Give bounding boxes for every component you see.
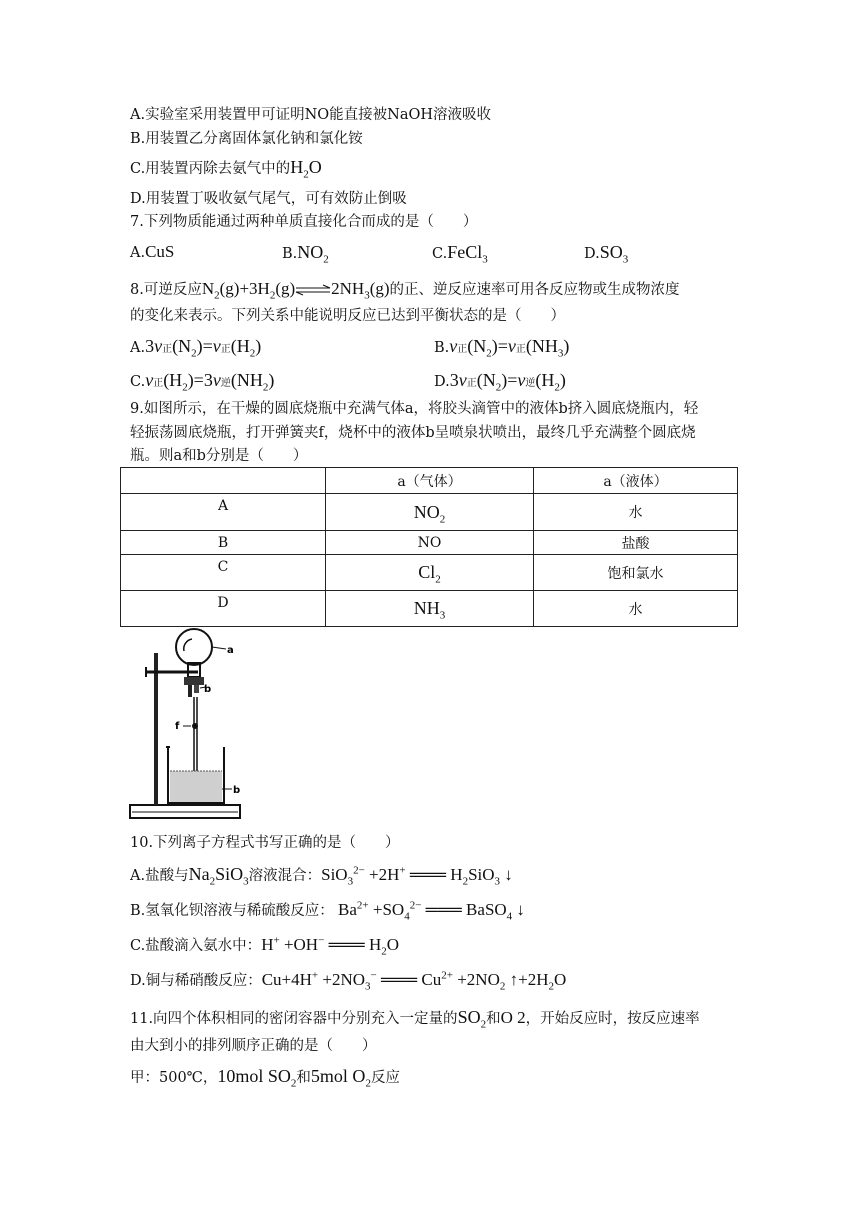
equilibrium-arrow-icon: [295, 284, 331, 296]
q10-option-c: C.盐酸滴入氨水中：H+ +OH− ═══ $H_2O$: [130, 934, 400, 958]
q6-option-b: B.用装置乙分离固体氯化钠和氯化铵: [130, 131, 363, 147]
q6-option-d: D.用装置丁吸收氨气尾气，可有效防止倒吸: [130, 191, 407, 207]
q7-option-d: $D.SO_3$: [584, 242, 629, 266]
fountain-apparatus-figure: [128, 625, 244, 825]
q7-options: [130, 242, 629, 266]
q9-stem-line3: 瓶。则a和b分别是（ ）: [130, 448, 308, 464]
row-liquid: 水: [534, 591, 738, 627]
table-row: [121, 555, 738, 591]
q9-stem-line1: 9.如图所示，在干燥的圆底烧瓶中充满气体a，将胶头滴管中的液体b挤入圆底烧瓶内，轻: [130, 401, 699, 417]
q8-equation: $N_2(g)+3H_2(g)$ $2NH_3(g)$: [201, 279, 390, 302]
q9-table: [120, 467, 738, 627]
q8-options-row2: [130, 370, 566, 394]
table-header-empty: [121, 468, 326, 494]
row-gas: NO: [326, 531, 534, 555]
table-row: [121, 494, 738, 531]
q10-option-a: A.盐酸与$Na_2SiO_3$溶液混合：SiO$_3^{2-}$ +2H+ ═══ $H_2SiO_3$ ↓: [130, 864, 513, 888]
row-liquid: 盐酸: [534, 531, 738, 555]
row-liquid: 饱和氯水: [534, 555, 738, 591]
row-key: B: [121, 531, 326, 555]
q8-options-row1: [130, 336, 570, 360]
row-gas: $NO_2$: [326, 494, 534, 531]
q8-stem-line2: 的变化来表示。下列关系中能说明反应已达到平衡状态的是（ ）: [130, 308, 565, 324]
row-gas: $Cl_2$: [326, 555, 534, 591]
q6-option-a: A.实验室采用装置甲可证明NO能直接被NaOH溶液吸收: [130, 107, 492, 123]
q6-option-c-formula: $H_2O$: [290, 157, 322, 181]
table-row: [121, 531, 738, 555]
q11-stem-line2: 由大到小的排列顺序正确的是（ ）: [130, 1038, 377, 1054]
q8-option-d: D.3v正$(N_2)=v$逆$(H_2)$: [434, 370, 566, 394]
q7-option-c: C.FeCl$_3$: [432, 242, 488, 266]
figure-label-b-bottom: b: [233, 785, 241, 796]
q7-option-a: A.CuS: [130, 242, 175, 261]
row-key: A: [121, 494, 326, 531]
figure-label-a: a: [227, 645, 234, 656]
q10-option-b: B.氢氧化钡溶液与稀硫酸反应： $Ba^{2+} +SO_4^{2-}$ ═══ BaSO$_4$ ↓: [130, 899, 525, 923]
q7-stem: 7.下列物质能通过两种单质直接化合而成的是（ ）: [130, 214, 478, 230]
q11-condition-jia: 甲：500℃，10mol $SO_2$和5mol $O_2$反应: [130, 1066, 400, 1090]
figure-label-b-top: b: [204, 684, 212, 695]
row-key: D: [121, 591, 326, 627]
q6-option-c-text: C.用装置丙除去氨气中的: [130, 161, 291, 177]
q10-stem: 10.下列离子方程式书写正确的是（ ）: [130, 835, 400, 851]
row-gas: $NH_3$: [326, 591, 534, 627]
row-liquid: 水: [534, 494, 738, 531]
q10-option-d: D.铜与稀硝酸反应：$Cu+4H^+ +2NO_3^-$ ═══ $Cu^{2+} +2NO_2$ $↑+2H_2O$: [130, 969, 567, 993]
q7-option-b: $B.NO_2$: [282, 242, 329, 266]
table-header-liquid: a（液体）: [534, 468, 738, 494]
q8-stem-line1: 8.可逆反应$N_2(g)+3H_2(g)$ $2NH_3(g)$的正、逆反应速率可用各反应物或生成物浓度: [130, 279, 680, 302]
table-header-row: [121, 468, 738, 494]
figure-label-f: f: [175, 721, 180, 732]
q8-option-c: C.v正$(H_2)=3v$逆$(NH_2)$: [130, 370, 275, 394]
table-header-gas: a（气体）: [326, 468, 534, 494]
q9-stem-line2: 轻振荡圆底烧瓶，打开弹簧夹f，烧杯中的液体b呈喷泉状喷出，最终几乎充满整个圆底烧: [130, 425, 696, 441]
table-row: [121, 591, 738, 627]
row-key: C: [121, 555, 326, 591]
q11-stem-line1: 11.向四个体积相同的密闭容器中分别充入一定量的$SO_2$和O 2，开始反应时，按反应速率: [130, 1007, 700, 1031]
q6-option-c: [130, 157, 322, 179]
q8-option-a: A.3v正$(N_2)=v$正$(H_2)$: [130, 336, 262, 360]
q8-option-b: B.v正$(N_2)=v$正$(NH_3)$: [434, 336, 570, 360]
